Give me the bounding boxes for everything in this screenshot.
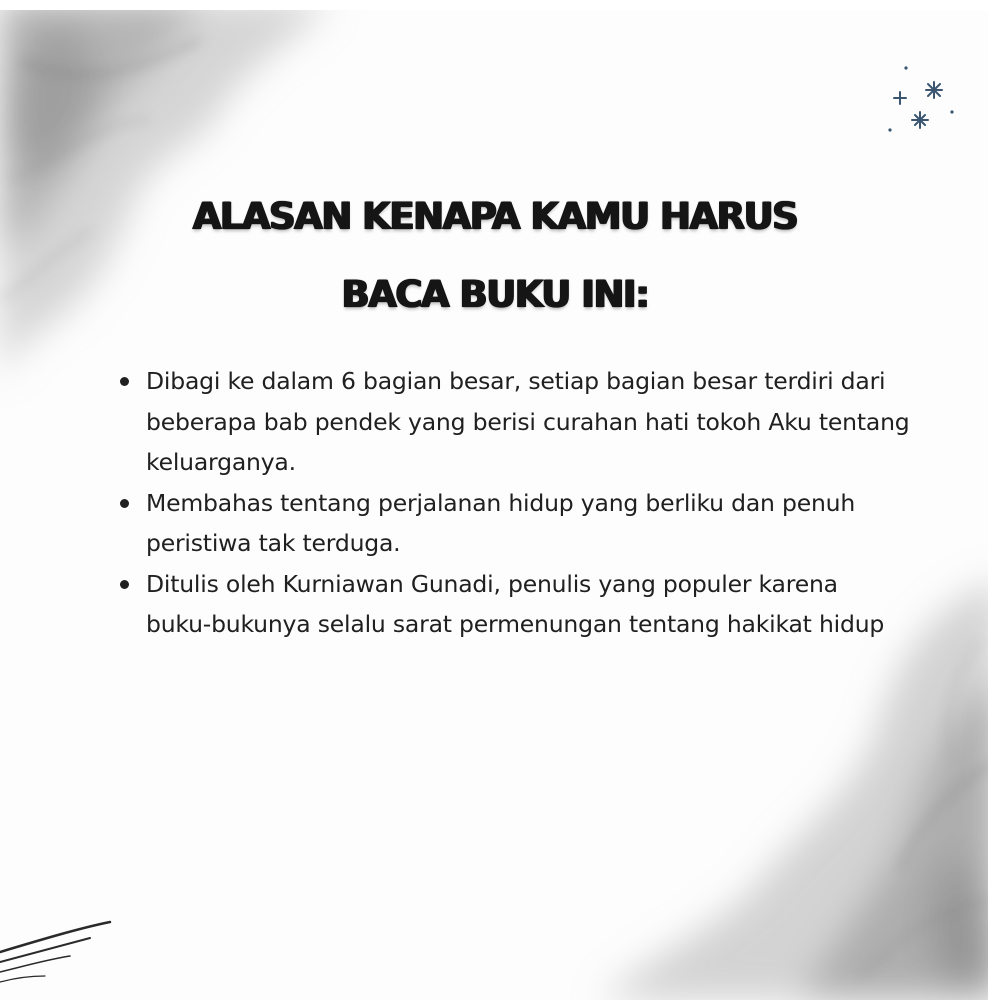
list-item: [120, 483, 910, 564]
list-item-text: Dibagi ke dalam 6 bagian besar, setiap bagian besar terdiri dari beberapa bab pendek yang berisi curahan hati tokoh Aku tentang keluarganya.: [146, 367, 910, 476]
sparkle-stars-icon: [880, 60, 960, 150]
brush-strokes-icon: [0, 910, 130, 1000]
list-item-text: Ditulis oleh Kurniawan Gunadi, penulis yang populer karena buku-bukunya selalu sarat permenungan tentang hakikat hidup: [146, 569, 885, 638]
list-item: [120, 564, 910, 645]
reasons-list: [120, 361, 910, 645]
list-item: [120, 361, 910, 483]
title-line-1: ALASAN KENAPA KAMU HARUS: [192, 195, 798, 238]
page-title: [100, 178, 890, 334]
top-border-strip: [0, 0, 1000, 10]
right-border-strip: [988, 0, 1000, 1000]
title-line-2: BACA BUKU INI:: [341, 273, 649, 316]
bullet-dot-icon: [120, 580, 129, 589]
bullet-dot-icon: [120, 499, 129, 508]
bullet-dot-icon: [120, 377, 129, 386]
list-item-text: Membahas tentang perjalanan hidup yang berliku dan penuh peristiwa tak terduga.: [146, 488, 856, 557]
